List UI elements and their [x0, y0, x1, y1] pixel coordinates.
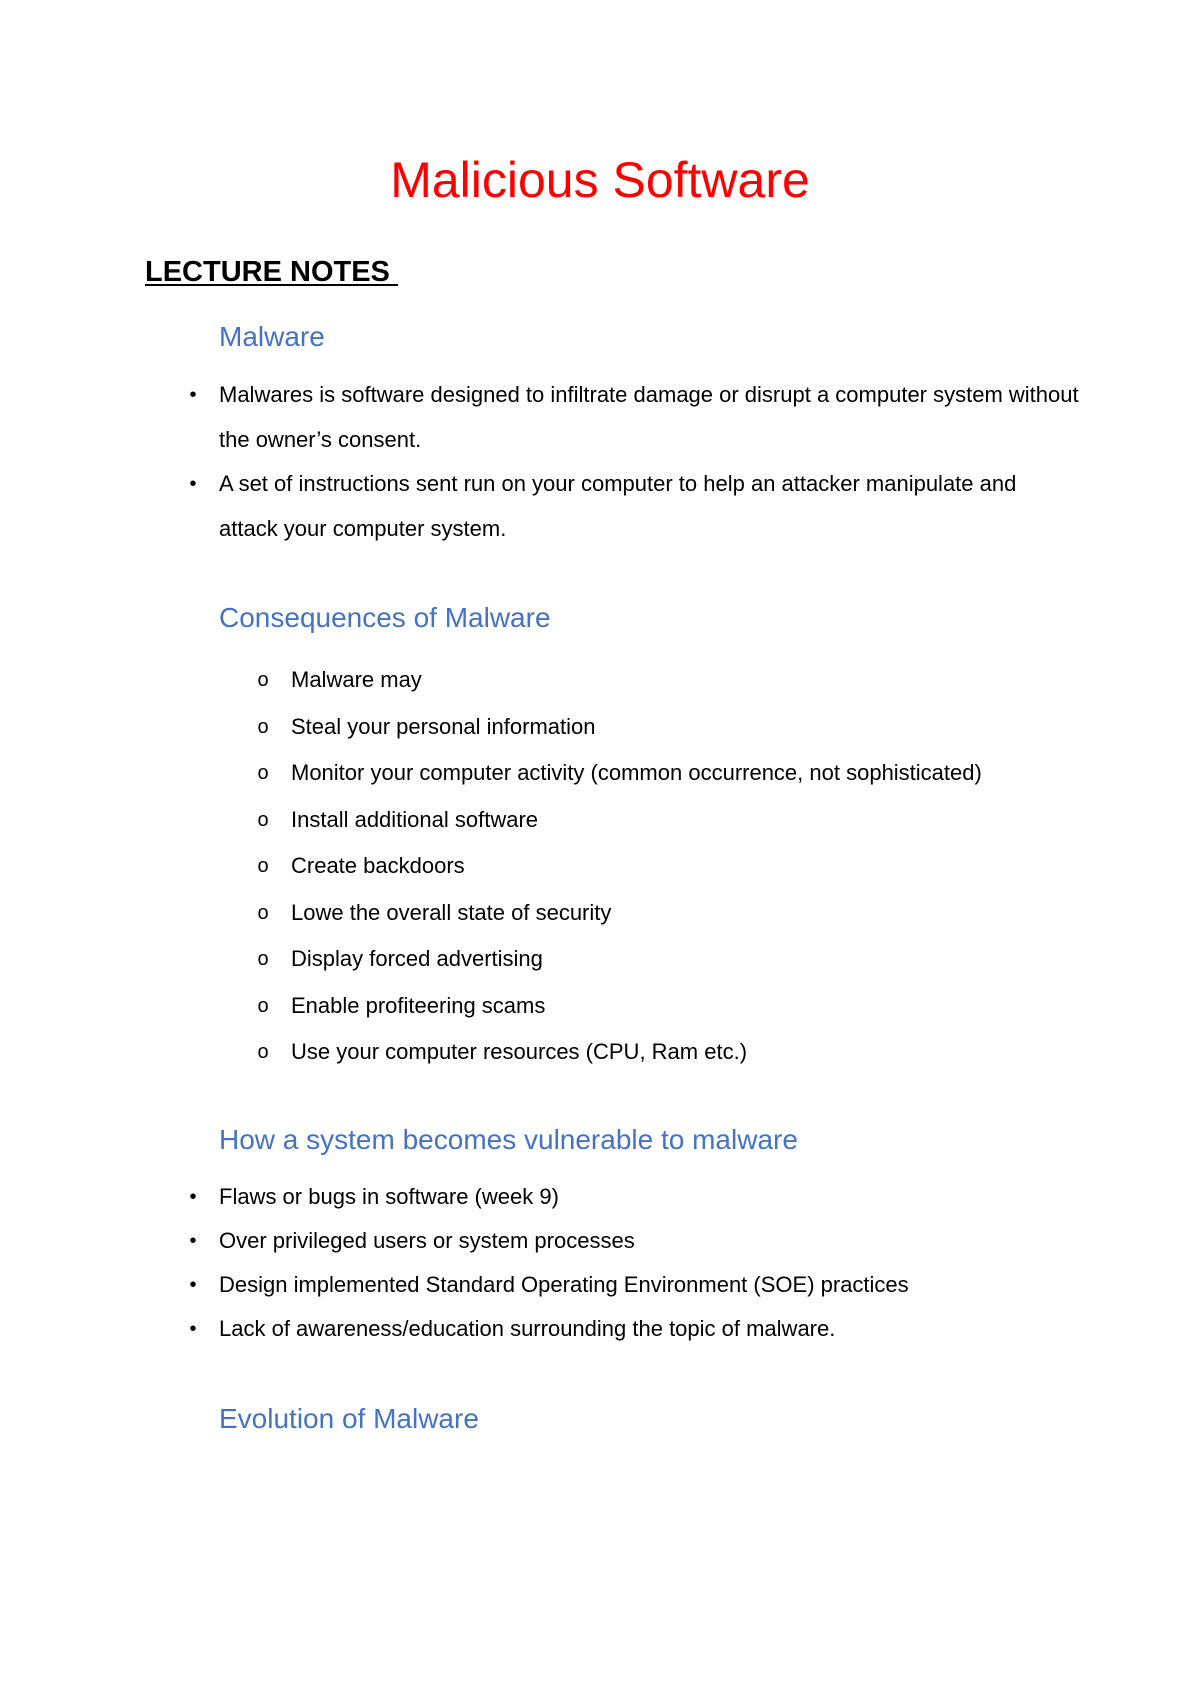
bullet-marker: •: [189, 1230, 197, 1252]
list-item: [257, 750, 982, 797]
circle-marker: o: [257, 994, 269, 1017]
list-item-text: A set of instructions sent run on your computer to help an attacker manipulate and attack your computer system.: [219, 471, 1017, 541]
vulnerable-bullet-list: [189, 1175, 1079, 1351]
lecture-notes-label: LECTURE NOTES: [145, 256, 398, 288]
list-item: [189, 1219, 1079, 1263]
document-title: Malicious Software: [390, 152, 810, 208]
list-item: [257, 657, 982, 704]
circle-marker: o: [257, 669, 269, 691]
list-item-text: Steal your personal information: [291, 713, 596, 739]
list-item-text: Lack of awareness/education surrounding the topic of malware.: [219, 1316, 836, 1341]
list-item: [189, 462, 1079, 551]
list-item: [189, 373, 1079, 462]
circle-marker: o: [257, 808, 269, 831]
circle-marker: o: [257, 948, 269, 970]
circle-marker: o: [257, 715, 269, 738]
consequences-list: [257, 657, 982, 1076]
list-item: [257, 797, 982, 844]
bullet-marker: •: [189, 1318, 197, 1340]
list-item-text: Design implemented Standard Operating Environment (SOE) practices: [219, 1272, 909, 1297]
consequences-heading: Consequences of Malware: [219, 602, 551, 633]
bullet-marker: •: [189, 384, 197, 406]
list-item-text: Malware may: [291, 667, 422, 692]
vulnerable-heading: How a system becomes vulnerable to malware: [219, 1124, 798, 1155]
list-item: [257, 704, 982, 751]
bullet-marker: •: [189, 1186, 197, 1208]
list-item: [189, 1263, 1079, 1307]
evolution-heading: Evolution of Malware: [219, 1403, 479, 1434]
malware-bullet-list: [189, 373, 1079, 551]
bullet-marker: •: [189, 473, 197, 495]
list-item-text: Malwares is software designed to infiltrate damage or disrupt a computer system without the owner’s consent.: [219, 382, 1079, 452]
bullet-marker: •: [189, 1274, 197, 1296]
list-item: [189, 1175, 1079, 1219]
circle-marker: o: [257, 901, 269, 924]
list-item: [257, 1029, 982, 1076]
list-item-text: Install additional software: [291, 806, 539, 832]
list-item: [257, 983, 982, 1030]
circle-marker: o: [257, 855, 269, 877]
list-item-text: Enable profiteering scams: [291, 992, 546, 1018]
circle-marker: o: [257, 1041, 269, 1063]
list-item: [257, 936, 982, 983]
list-item: [257, 843, 982, 890]
list-item-text: Lowe the overall state of security: [291, 899, 612, 925]
list-item-text: Create backdoors: [291, 853, 465, 878]
list-item-text: Over privileged users or system processes: [219, 1228, 635, 1253]
malware-heading: Malware: [219, 321, 325, 352]
circle-marker: o: [257, 762, 269, 784]
list-item: [257, 890, 982, 937]
list-item-text: Flaws or bugs in software (week 9): [219, 1184, 559, 1209]
list-item-text: Display forced advertising: [291, 946, 543, 971]
list-item-text: Use your computer resources (CPU, Ram etc.): [291, 1039, 748, 1064]
list-item: [189, 1307, 1079, 1351]
list-item-text: Monitor your computer activity (common occurrence, not sophisticated): [291, 760, 982, 785]
